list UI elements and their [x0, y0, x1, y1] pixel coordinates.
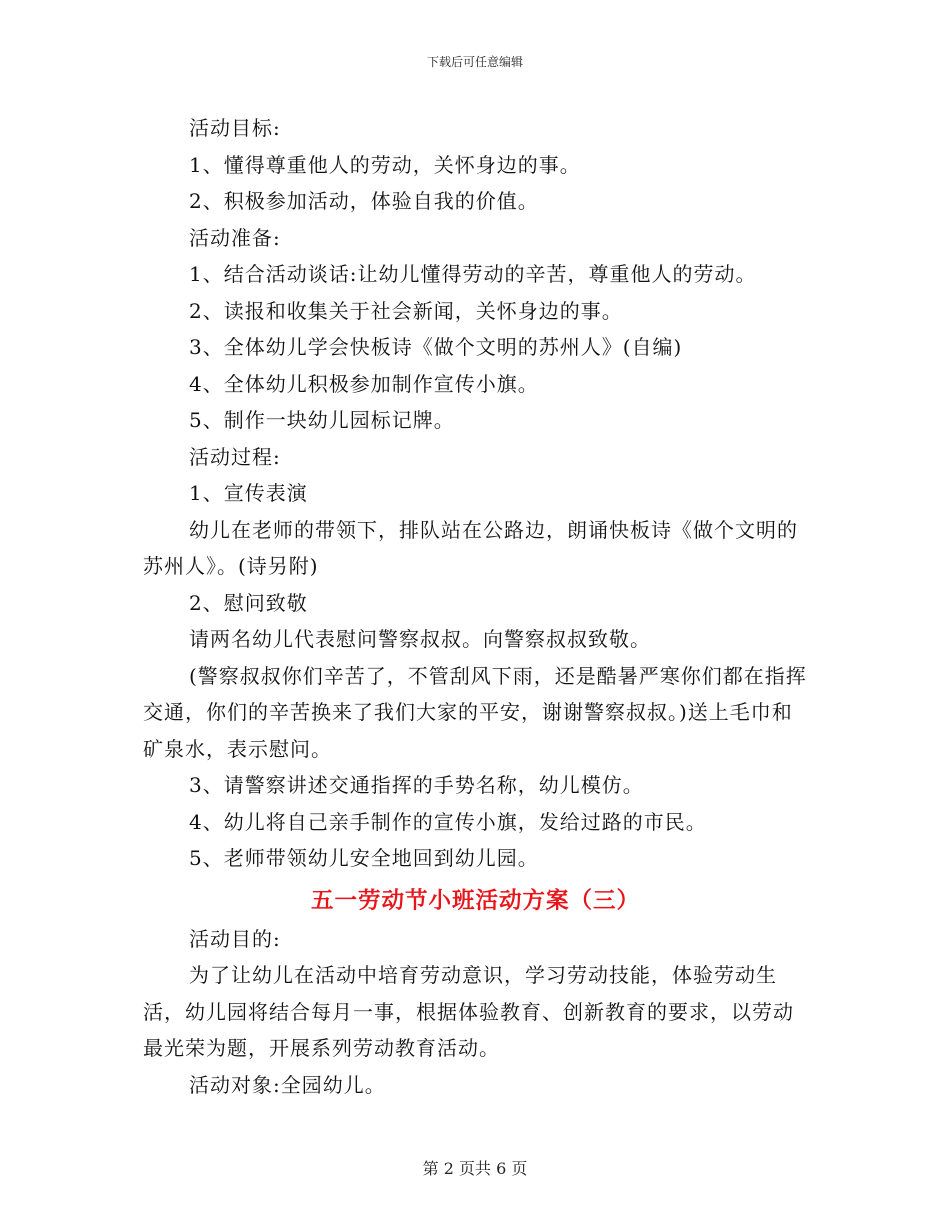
- paragraph: 1、结合活动谈话:让幼儿懂得劳动的辛苦，尊重他人的劳动。: [189, 262, 757, 286]
- paragraph: 2、慰问致敬: [189, 590, 308, 615]
- paragraph: 活动目标:: [189, 116, 281, 140]
- paragraph: 5、制作一块幼儿园标记牌。: [189, 408, 455, 432]
- paragraph: 3、全体幼儿学会快板诗《做个文明的苏州人》(自编): [189, 335, 683, 359]
- paragraph: 活动过程:: [189, 444, 281, 469]
- document-body: [143, 110, 808, 1103]
- page-header: 下载后可任意编辑: [426, 55, 523, 69]
- paragraph: 活动对象:全园幼儿。: [189, 1072, 386, 1097]
- section-title: 五一劳动节小班活动方案（三）: [310, 887, 640, 914]
- paragraph: 5、老师带领幼儿安全地回到幼儿园。: [189, 846, 539, 870]
- paragraph: 幼儿在老师的带领下，排队站在公路边，朗诵快板诗《做个文明的苏州人》。(诗另附): [143, 517, 798, 578]
- paragraph: 请两名幼儿代表慰问警察叔叔。向警察叔叔致敬。: [189, 627, 651, 651]
- paragraph: 3、请警察讲述交通指挥的手势名称，幼儿模仿。: [189, 773, 644, 797]
- paragraph: 2、积极参加活动，体验自我的价值。: [189, 189, 539, 213]
- paragraph: 1、宣传表演: [189, 481, 308, 505]
- paragraph: (警察叔叔你们辛苦了，不管刮风下雨，还是酷暑严寒你们都在指挥交通，你们的辛苦换来了我们大家的平安，谢谢警察叔叔。)送上毛巾和矿泉水，表示慰问。: [143, 663, 807, 761]
- paragraph: 活动目的:: [189, 926, 281, 951]
- paragraph: 4、全体幼儿积极参加制作宣传小旗。: [189, 371, 539, 396]
- paragraph: 为了让幼儿在活动中培育劳动意识，学习劳动技能，体验劳动生活，幼儿园将结合每月一事，根据体验教育、创新教育的要求，以劳动最光荣为题，开展系列劳动教育活动。: [143, 963, 794, 1060]
- paragraph: 活动准备:: [189, 225, 281, 250]
- page-footer: 第 2 页共 6 页: [422, 1159, 528, 1178]
- paragraph: 2、读报和收集关于社会新闻，关怀身边的事。: [189, 298, 623, 323]
- paragraph: 1、懂得尊重他人的劳动，关怀身边的事。: [189, 152, 581, 177]
- paragraph: 4、幼儿将自己亲手制作的宣传小旗，发给过路的市民。: [189, 809, 707, 834]
